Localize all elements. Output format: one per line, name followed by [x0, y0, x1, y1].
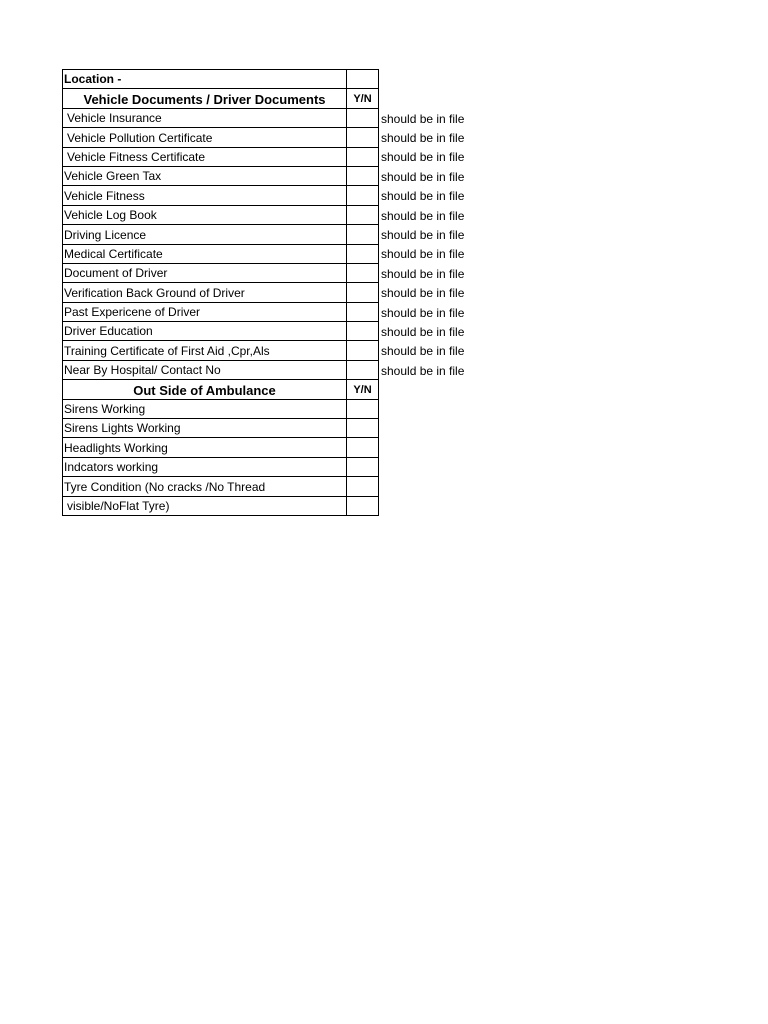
empty-note-cell [379, 419, 483, 438]
table-row [63, 438, 483, 457]
yn-cell[interactable] [347, 166, 379, 185]
item-note[interactable]: should be in file [381, 228, 465, 243]
table-row [63, 496, 483, 515]
yn-cell[interactable] [347, 108, 379, 127]
yn-cell[interactable] [347, 263, 379, 282]
item-label[interactable]: Vehicle Insurance [63, 108, 347, 127]
item-label[interactable]: Vehicle Fitness Certificate [63, 147, 347, 166]
table-row [63, 166, 483, 185]
item-label[interactable]: Vehicle Fitness [63, 186, 347, 205]
item-label[interactable]: Past Expericene of Driver [63, 302, 347, 321]
item-note[interactable]: should be in file [381, 305, 465, 320]
item-label[interactable]: Headlights Working [63, 438, 347, 457]
item-label[interactable]: Vehicle Pollution Certificate [63, 128, 347, 147]
yn-cell[interactable] [347, 322, 379, 341]
yn-cell[interactable] [347, 128, 379, 147]
item-label[interactable]: Tyre Condition (No cracks /No Thread [63, 477, 347, 496]
table-row [63, 244, 483, 263]
section-header-row [63, 89, 483, 108]
table-row [63, 205, 483, 224]
item-label[interactable]: Medical Certificate [63, 244, 347, 263]
item-label[interactable]: Sirens Working [63, 399, 347, 418]
item-note[interactable]: should be in file [381, 286, 465, 301]
table-row [63, 457, 483, 476]
item-label[interactable]: Indcators working [63, 457, 347, 476]
empty-note-cell [379, 496, 483, 515]
yn-cell[interactable] [347, 302, 379, 321]
empty-note-cell [379, 438, 483, 457]
item-label[interactable]: Training Certificate of First Aid ,Cpr,Als [63, 341, 347, 360]
item-label[interactable]: Near By Hospital/ Contact No [63, 360, 347, 379]
item-label[interactable]: Sirens Lights Working [63, 419, 347, 438]
table-row [63, 186, 483, 205]
item-note[interactable]: should be in file [381, 131, 465, 146]
yn-cell[interactable] [347, 147, 379, 166]
location-yn-cell[interactable] [347, 70, 379, 89]
empty-note-cell [379, 399, 483, 418]
item-label[interactable]: Vehicle Green Tax [63, 166, 347, 185]
table-row [63, 477, 483, 496]
yn-cell[interactable] [347, 341, 379, 360]
item-note[interactable]: should be in file [381, 111, 465, 126]
table-row [63, 225, 483, 244]
item-label[interactable]: Driving Licence [63, 225, 347, 244]
checklist-table [62, 69, 483, 516]
item-label[interactable]: Driver Education [63, 322, 347, 341]
yn-cell[interactable] [347, 186, 379, 205]
yn-header[interactable]: Y/N [347, 380, 379, 399]
item-label[interactable]: Vehicle Log Book [63, 205, 347, 224]
table-row [63, 108, 483, 127]
yn-cell[interactable] [347, 244, 379, 263]
location-label[interactable]: Location - [63, 70, 347, 89]
item-note[interactable]: should be in file [381, 208, 465, 223]
yn-cell[interactable] [347, 419, 379, 438]
yn-cell[interactable] [347, 496, 379, 515]
table-row [63, 128, 483, 147]
item-label[interactable]: Verification Back Ground of Driver [63, 283, 347, 302]
yn-header[interactable]: Y/N [347, 89, 379, 108]
item-label[interactable]: visible/NoFlat Tyre) [63, 496, 347, 515]
table-row [63, 419, 483, 438]
section-title-documents[interactable]: Vehicle Documents / Driver Documents [63, 89, 347, 108]
yn-cell[interactable] [347, 225, 379, 244]
item-note[interactable]: should be in file [381, 363, 465, 378]
empty-note-cell [379, 89, 483, 108]
empty-note-cell [379, 457, 483, 476]
item-note[interactable]: should be in file [381, 150, 465, 165]
item-note[interactable]: should be in file [381, 266, 465, 281]
table-row [63, 302, 483, 321]
yn-cell[interactable] [347, 457, 379, 476]
empty-note-cell [379, 380, 483, 399]
item-note[interactable]: should be in file [381, 324, 465, 339]
yn-cell[interactable] [347, 477, 379, 496]
location-row [63, 70, 483, 89]
yn-cell[interactable] [347, 205, 379, 224]
item-note[interactable]: should be in file [381, 189, 465, 204]
empty-note-cell [379, 477, 483, 496]
item-label[interactable]: Document of Driver [63, 263, 347, 282]
item-note[interactable]: should be in file [381, 247, 465, 262]
yn-cell[interactable] [347, 360, 379, 379]
item-note[interactable]: should be in file [381, 169, 465, 184]
yn-cell[interactable] [347, 399, 379, 418]
yn-cell[interactable] [347, 283, 379, 302]
table-row [63, 341, 483, 360]
table-row [63, 147, 483, 166]
table-row [63, 263, 483, 282]
item-note[interactable]: should be in file [381, 344, 465, 359]
table-row [63, 283, 483, 302]
empty-note-cell [379, 70, 483, 89]
table-row [63, 322, 483, 341]
table-row [63, 360, 483, 379]
section-header-row [63, 380, 483, 399]
yn-cell[interactable] [347, 438, 379, 457]
section-title-outside[interactable]: Out Side of Ambulance [63, 380, 347, 399]
table-row [63, 399, 483, 418]
